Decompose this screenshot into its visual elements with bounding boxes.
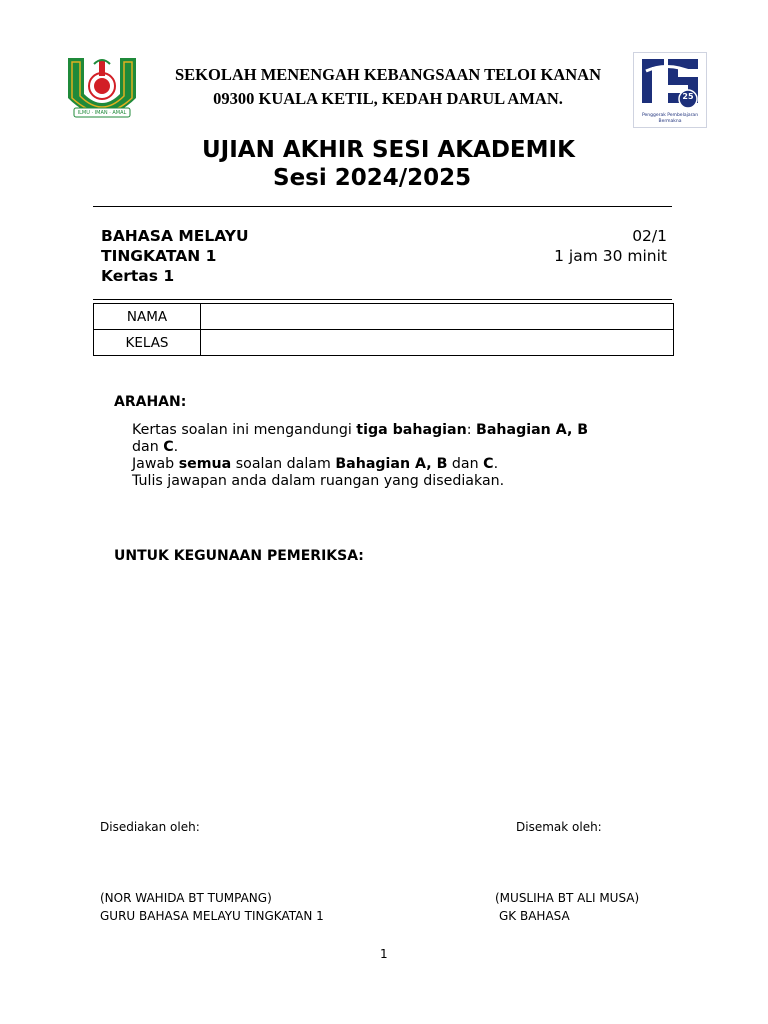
preparer-name: (NOR WAHIDA BT TUMPANG) — [100, 891, 272, 905]
name-label: NAMA — [94, 304, 201, 330]
checked-by-label: Disemak oleh: — [516, 820, 602, 834]
instruction-line-1: Kertas soalan ini mengandungi tiga bahagian: Bahagian A, B — [132, 422, 589, 438]
checker-name: (MUSLIHA BT ALI MUSA) — [495, 891, 640, 905]
school-name-line1: SEKOLAH MENENGAH KEBANGSAAN TELOI KANAN — [174, 65, 601, 84]
header-divider — [93, 206, 672, 207]
exam-duration: 1 jam 30 minit — [554, 247, 667, 265]
class-label: KELAS — [94, 330, 201, 356]
prepared-by-label: Disediakan oleh: — [100, 820, 200, 834]
preparer-title: GURU BAHASA MELAYU TINGKATAN 1 — [100, 909, 324, 923]
class-field[interactable] — [201, 330, 674, 356]
name-field[interactable] — [201, 304, 674, 330]
school-crest-logo — [64, 54, 140, 122]
instruction-line-3: Tulis jawapan anda dalam ruangan yang disediakan. — [132, 473, 505, 489]
checker-title: GK BAHASA — [499, 909, 570, 923]
table-row — [94, 330, 674, 356]
subject-name: BAHASA MELAYU — [101, 227, 249, 245]
paper-code: 02/1 — [632, 227, 667, 245]
instructions-heading: ARAHAN: — [114, 394, 187, 410]
info-divider — [93, 299, 672, 300]
page-number: 1 — [380, 947, 388, 961]
logo-caption: Penggerak Pembelajaran Bermakna — [641, 113, 699, 124]
anniversary-logo — [633, 52, 707, 128]
logo-number: 25 — [682, 92, 694, 101]
instruction-line-1-cont: dan C. — [132, 439, 179, 455]
school-address-line: 09300 KUALA KETIL, KEDAH DARUL AMAN. — [213, 89, 563, 108]
paper-number: Kertas 1 — [101, 267, 175, 285]
exam-session: Sesi 2024/2025 — [273, 165, 472, 191]
student-info-table — [93, 303, 674, 356]
form-level: TINGKATAN 1 — [101, 247, 217, 265]
school-name — [140, 63, 636, 111]
examiner-heading: UNTUK KEGUNAAN PEMERIKSA: — [114, 548, 364, 564]
crest-banner-text: ILMU · IMAN · AMAL — [77, 110, 127, 116]
exam-title: UJIAN AKHIR SESI AKADEMIK — [202, 137, 575, 163]
instructions-body — [132, 422, 642, 490]
instruction-line-2: Jawab semua soalan dalam Bahagian A, B dan C. — [132, 456, 499, 472]
table-row — [94, 304, 674, 330]
